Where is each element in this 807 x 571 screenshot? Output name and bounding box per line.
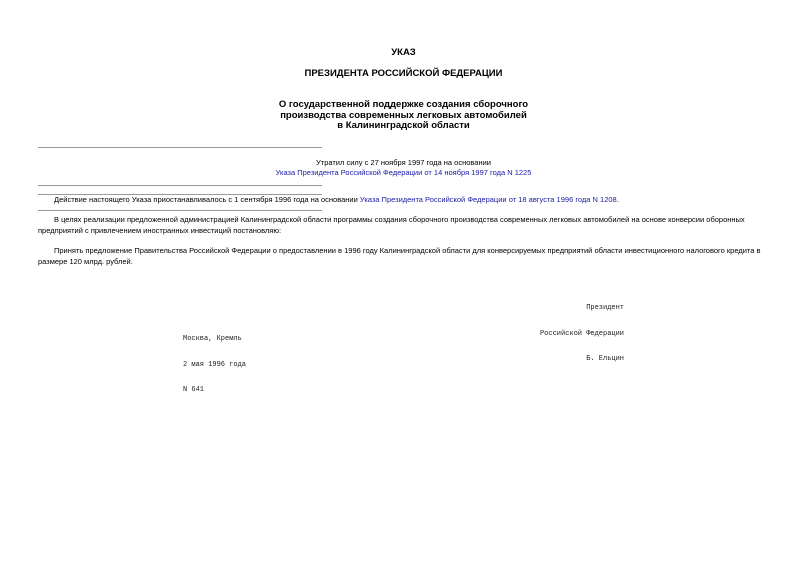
- decree-heading: УКАЗ: [391, 47, 416, 58]
- signature-name: Б. Ельцин: [586, 355, 624, 363]
- suspension-decree-link[interactable]: Указа Президента Российской Федерации от 18 августа 1996 года N 1208: [359, 195, 617, 204]
- date: 2 мая 1996 года: [183, 360, 247, 369]
- title-line: в Калининградской области: [337, 120, 470, 131]
- preamble-paragraph: В целях реализации предложенной администрацией Калининградской области программы создания сборочного производства современных легковых автомобилей на основе конверсии оборонных предприятий с привлечением иностранных инвестиций постановляю:: [38, 215, 745, 235]
- divider: [38, 147, 322, 148]
- repeal-text: Утратил силу с 27 ноября 1997 года на основании: [316, 158, 491, 167]
- suspension-note: [54, 195, 619, 205]
- repeal-note: [0, 158, 807, 178]
- suspension-tail: .: [616, 195, 619, 204]
- place-date-block: [183, 318, 246, 412]
- title-line: производства современных легковых автомобилей: [280, 109, 527, 121]
- signature-title: Президент: [586, 304, 624, 312]
- signature-org: Российской Федерации: [539, 329, 624, 338]
- divider: [38, 185, 322, 186]
- decree-number: N 641: [183, 386, 205, 394]
- suspension-text: Действие настоящего Указа приостанавливалось с 1 сентября 1996 года на основании: [54, 195, 360, 204]
- document-title: [0, 100, 807, 132]
- operative-paragraph: Принять предложение Правительства Российской Федерации о предоставлении в 1996 году Калининградской области для конверсируемых предприятий области инвестиционного налогового кредита в размере 120 млрд. рублей.: [38, 246, 761, 266]
- repeal-decree-link[interactable]: Указа Президента Российской Федерации от 14 ноября 1997 года N 1225: [275, 168, 532, 177]
- signature-block: [540, 287, 624, 381]
- divider: [38, 210, 322, 211]
- title-line: О государственной поддержке создания сборочного: [278, 99, 529, 110]
- issuer-heading: ПРЕЗИДЕНТА РОССИЙСКОЙ ФЕДЕРАЦИИ: [304, 68, 503, 79]
- place: Москва, Кремль: [183, 335, 242, 343]
